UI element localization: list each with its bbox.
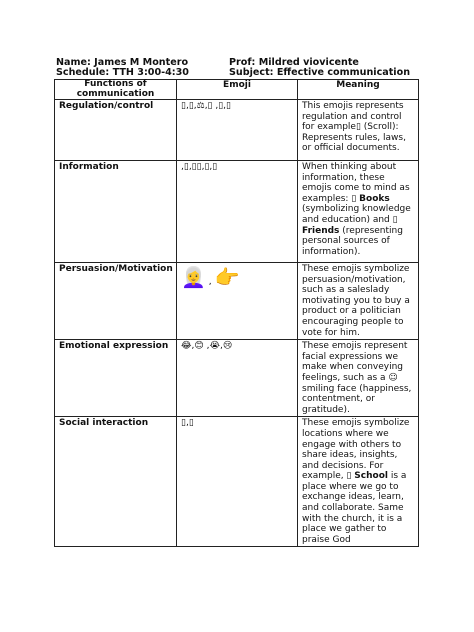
meaning-text: These emojis symbolize locations where we engage with others to share ideas, insights, and decisions. For example, ▯ [302, 418, 410, 482]
function-cell: Regulation/control [55, 100, 177, 161]
table-row [55, 100, 419, 161]
table-row [55, 340, 419, 417]
meaning-bold-books: Books [359, 193, 390, 204]
table-row [55, 161, 419, 263]
meaning-bold-friends: Friends [302, 225, 340, 236]
table-header-row [55, 80, 419, 100]
emoji-separator: , [205, 277, 215, 287]
column-header-emoji: Emoji [177, 80, 298, 100]
student-name: Name: James M Montero [56, 57, 189, 68]
meaning-cell: These emojis symbolize persuasion/motivation, such as a saleslady motivating you to buy a product or a politician encouraging people to vote for him. [298, 263, 419, 340]
meaning-cell [298, 161, 419, 263]
meaning-text: When thinking about information, these emojis come to mind as examples: ▯ [302, 162, 410, 204]
communication-table [54, 79, 419, 547]
schedule: Schedule: TTH 3:00-4:30 [56, 67, 189, 78]
table-row [55, 263, 419, 340]
meaning-cell [298, 417, 419, 547]
function-cell: Persuasion/Motivation [55, 263, 177, 340]
pointing-man-emoji-icon: 👉 [214, 265, 240, 289]
meaning-bold-school: School [354, 471, 388, 482]
emoji-cell: 😂,😊 ,😭,😢 [177, 340, 298, 417]
meaning-text: (symbolizing knowledge and education) and ▯ [302, 204, 411, 225]
function-cell: Emotional expression [55, 340, 177, 417]
function-cell: Information [55, 161, 177, 263]
emoji-cell: ,▯,▯▯,▯,▯ [177, 161, 298, 263]
meaning-text: is a place where we go to exchange ideas, learn, and collaborate. Same with the church, it is a place we gather to praise God [302, 471, 407, 545]
column-header-functions: Functions of communication [55, 80, 177, 100]
woman-emoji-icon: 👩‍🦳 [181, 265, 206, 289]
emoji-cell [177, 263, 298, 340]
meaning-cell: This emojis represents regulation and control for example▯ (Scroll): Represents rules, laws, or official documents. [298, 100, 419, 161]
function-cell: Social interaction [55, 417, 177, 547]
meaning-text: (representing personal sources of information). [302, 225, 403, 257]
meaning-cell: These emojis represent facial expressions we make when conveying feelings, such as a ☺ smiling face (happiness, contentment, or gratitude). [298, 340, 419, 417]
table-row [55, 417, 419, 547]
emoji-cell: ▯,▯,⚖,▯ ,▯,▯ [177, 100, 298, 161]
professor-name: Prof: Mildred viovicente [229, 57, 359, 68]
emoji-cell: ▯,▯ [177, 417, 298, 547]
subject: Subject: Effective communication [229, 67, 411, 78]
column-header-meaning: Meaning [298, 80, 419, 100]
